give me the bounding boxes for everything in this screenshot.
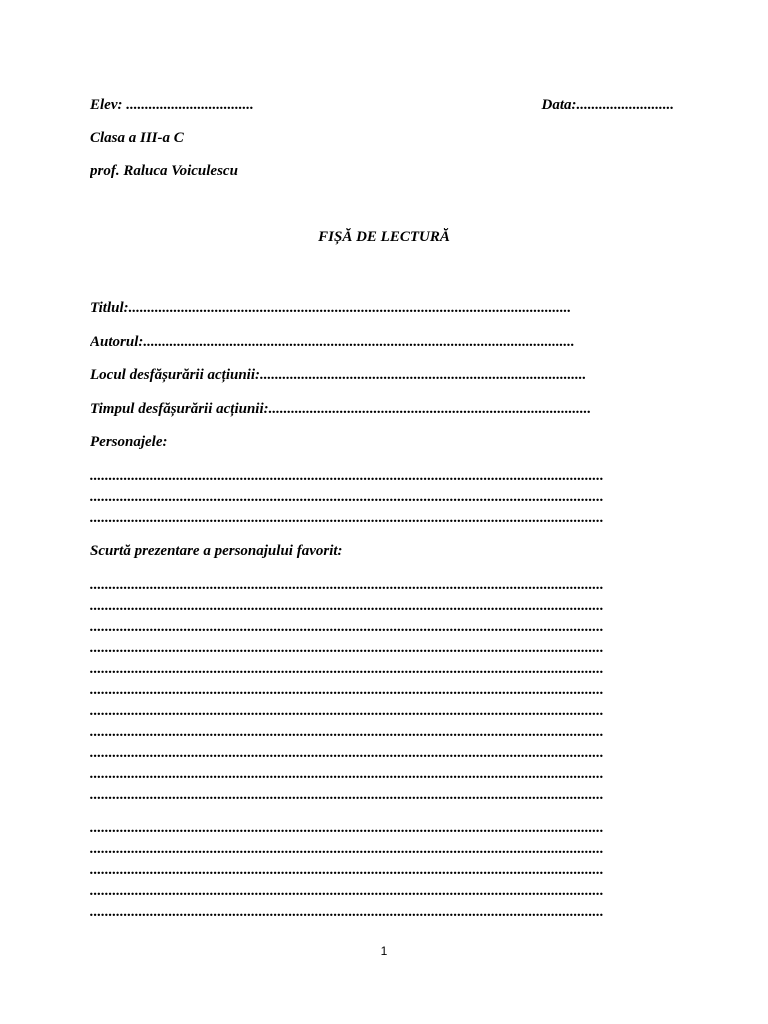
place-field: Locul desfășurării acțiunii:....................................................................................... — [90, 367, 587, 383]
favorite-line: ......................................................................................................................................... — [90, 745, 604, 761]
characters-line: ......................................................................................................................................... — [90, 510, 604, 526]
title-field: Titlul:...................................................................................................................... — [90, 300, 572, 316]
characters-line: ......................................................................................................................................... — [90, 489, 604, 505]
favorite-line: ......................................................................................................................................... — [90, 862, 604, 878]
favorite-line: ......................................................................................................................................... — [90, 577, 604, 593]
page-number: 1 — [380, 944, 388, 958]
favorite-line: ......................................................................................................................................... — [90, 724, 604, 740]
favorite-line: ......................................................................................................................................... — [90, 682, 604, 698]
favorite-line: ......................................................................................................................................... — [90, 598, 604, 614]
student-field: Elev: .................................. — [90, 97, 254, 113]
favorite-line: ......................................................................................................................................... — [90, 883, 604, 899]
favorite-line: ......................................................................................................................................... — [90, 766, 604, 782]
teacher-label: prof. Raluca Voiculescu — [90, 163, 238, 179]
characters-label: Personajele: — [90, 434, 168, 450]
favorite-line: ......................................................................................................................................... — [90, 820, 604, 836]
class-label: Clasa a III-a C — [90, 130, 184, 146]
favorite-line: ......................................................................................................................................... — [90, 619, 604, 635]
favorite-line: ......................................................................................................................................... — [90, 640, 604, 656]
header-row — [90, 95, 674, 115]
time-field: Timpul desfășurării acțiunii:...................................................................................... — [90, 401, 592, 417]
favorite-character-label: Scurtă prezentare a personajului favorit: — [90, 543, 343, 559]
favorite-line: ......................................................................................................................................... — [90, 661, 604, 677]
favorite-line: ......................................................................................................................................... — [90, 841, 604, 857]
favorite-line: ......................................................................................................................................... — [90, 787, 604, 803]
author-field: Autorul:................................................................................................................... — [90, 334, 575, 350]
page-title: FIȘĂ DE LECTURĂ — [318, 229, 450, 245]
favorite-line: ......................................................................................................................................... — [90, 904, 604, 920]
date-field: Data:.......................... — [541, 97, 674, 113]
favorite-line: ......................................................................................................................................... — [90, 703, 604, 719]
characters-line: ......................................................................................................................................... — [90, 468, 604, 484]
